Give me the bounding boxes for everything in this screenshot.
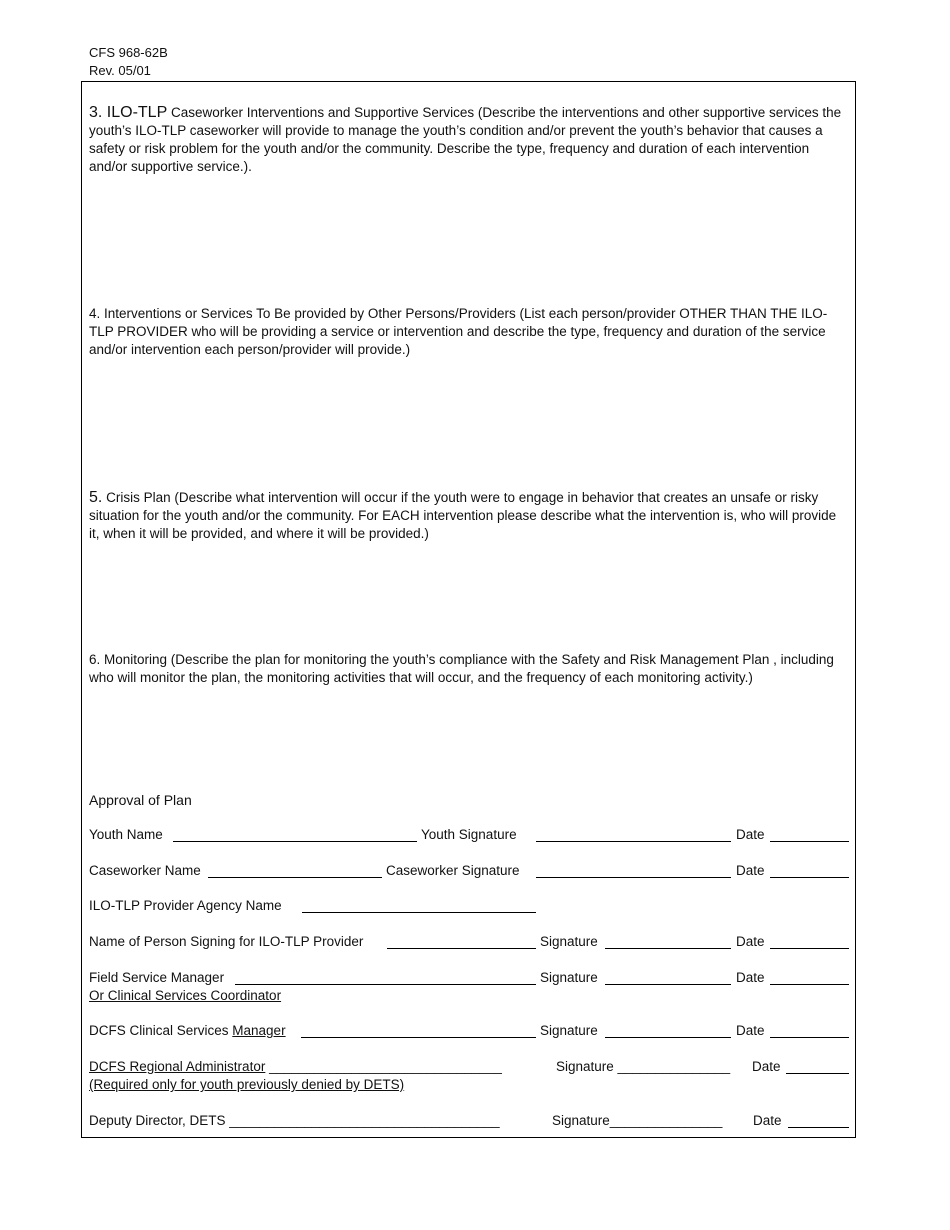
section-3-text: Caseworker Interventions and Supportive Services (Describe the interventions and other supportive services the youth’s ILO-TLP caseworker will provide to manage the youth’s condition and/or prevent the youth’s behavior that causes a safety or risk problem for the youth and/or the community. Describe the type, frequency and duration of each intervention and/or supportive service.).	[89, 105, 842, 174]
dcfs-clinical-date-label: Date	[736, 1023, 765, 1038]
form-header	[89, 44, 168, 80]
regional-required-note: (Required only for youth previously denied by DETS)	[89, 1077, 405, 1092]
form-revision: Rev. 05/01	[89, 63, 151, 78]
row-regional-required	[89, 1076, 849, 1096]
row-dcfs-regional	[89, 1058, 849, 1078]
person-signing-date-label: Date	[736, 934, 765, 949]
deputy-director-date-label: Date	[753, 1113, 782, 1128]
row-clinical-coordinator	[89, 987, 849, 1007]
youth-signature-label: Youth Signature	[421, 827, 517, 842]
dcfs-clinical-signature-field[interactable]	[605, 1037, 731, 1038]
caseworker-date-field[interactable]	[770, 877, 849, 878]
row-caseworker	[89, 862, 849, 882]
dcfs-regional-signature[interactable]: Signature _______________	[556, 1059, 731, 1074]
dcfs-clinical-field[interactable]	[301, 1037, 536, 1038]
row-deputy-director	[89, 1112, 849, 1132]
caseworker-name-label: Caseworker Name	[89, 863, 201, 878]
provider-agency-label: ILO-TLP Provider Agency Name	[89, 898, 282, 913]
person-signing-label: Name of Person Signing for ILO-TLP Provider	[89, 934, 364, 949]
field-service-date-label: Date	[736, 970, 765, 985]
youth-date-label: Date	[736, 827, 765, 842]
deputy-director-date-field[interactable]	[788, 1127, 849, 1128]
youth-name-field[interactable]	[173, 841, 417, 842]
field-service-manager-field[interactable]	[235, 984, 536, 985]
dcfs-regional-label	[89, 1058, 502, 1076]
deputy-director-signature[interactable]: Signature_______________	[552, 1113, 723, 1128]
row-dcfs-clinical	[89, 1022, 849, 1042]
caseworker-signature-field[interactable]	[536, 877, 731, 878]
row-person-signing	[89, 933, 849, 953]
section-3	[89, 104, 847, 176]
dcfs-regional-date-field[interactable]	[786, 1073, 849, 1074]
field-service-date-field[interactable]	[770, 984, 849, 985]
caseworker-date-label: Date	[736, 863, 765, 878]
caseworker-signature-label: Caseworker Signature	[386, 863, 520, 878]
youth-signature-field[interactable]	[536, 841, 731, 842]
section-5-text: Crisis Plan (Describe what intervention will occur if the youth were to engage in behavior that creates an unsafe or risky situation for the youth and/or the community. For EACH intervention please describe what the intervention is, who will provide it, when it will be provided, and where it will be provided.)	[89, 490, 837, 541]
youth-name-label: Youth Name	[89, 827, 163, 842]
field-service-signature-label: Signature	[540, 970, 598, 985]
dcfs-clinical-label-a: DCFS Clinical Services	[89, 1023, 233, 1038]
caseworker-name-field[interactable]	[208, 877, 382, 878]
section-5-number: 5.	[89, 489, 103, 506]
dcfs-clinical-signature-label: Signature	[540, 1023, 598, 1038]
person-signing-signature-label: Signature	[540, 934, 598, 949]
dcfs-clinical-label-b: Manager	[232, 1023, 286, 1038]
form-number: CFS 968-62B	[89, 45, 168, 60]
person-signing-date-field[interactable]	[770, 948, 849, 949]
youth-date-field[interactable]	[770, 841, 849, 842]
section-4-text: 4. Interventions or Services To Be provided by Other Persons/Providers (List each person/provider OTHER THAN THE ILO-TLP PROVIDER who will be providing a service or intervention and describe the type, frequency and duration of the service and/or intervention each person/provider will provide.)	[89, 306, 828, 357]
provider-agency-field[interactable]	[302, 912, 536, 913]
section-6	[89, 651, 847, 687]
dcfs-clinical-label	[89, 1022, 286, 1040]
dcfs-clinical-date-field[interactable]	[770, 1037, 849, 1038]
row-field-service-manager	[89, 969, 849, 989]
section-6-text: 6. Monitoring (Describe the plan for monitoring the youth’s compliance with the Safety and Risk Management Plan , including who will monitor the plan, the monitoring activities that will occur, and the frequency of each monitoring activity.)	[89, 652, 834, 685]
section-4	[89, 305, 847, 359]
dcfs-regional-label-text: DCFS Regional Administrator	[89, 1059, 266, 1074]
person-signing-signature-field[interactable]	[605, 948, 731, 949]
clinical-coordinator-label: Or Clinical Services Coordinator	[89, 988, 282, 1003]
field-service-manager-label: Field Service Manager	[89, 970, 225, 985]
dcfs-regional-field[interactable]: _______________________________	[265, 1059, 502, 1074]
approval-title: Approval of Plan	[89, 792, 192, 808]
deputy-director-field[interactable]: Deputy Director, DETS ____________________________________	[89, 1113, 500, 1128]
field-service-signature-field[interactable]	[605, 984, 731, 985]
row-provider-agency	[89, 897, 849, 917]
dcfs-regional-date-label: Date	[752, 1059, 781, 1074]
section-5	[89, 489, 847, 543]
person-signing-field[interactable]	[387, 948, 536, 949]
row-youth	[89, 826, 849, 846]
section-3-number: 3. ILO-TLP	[89, 104, 168, 121]
